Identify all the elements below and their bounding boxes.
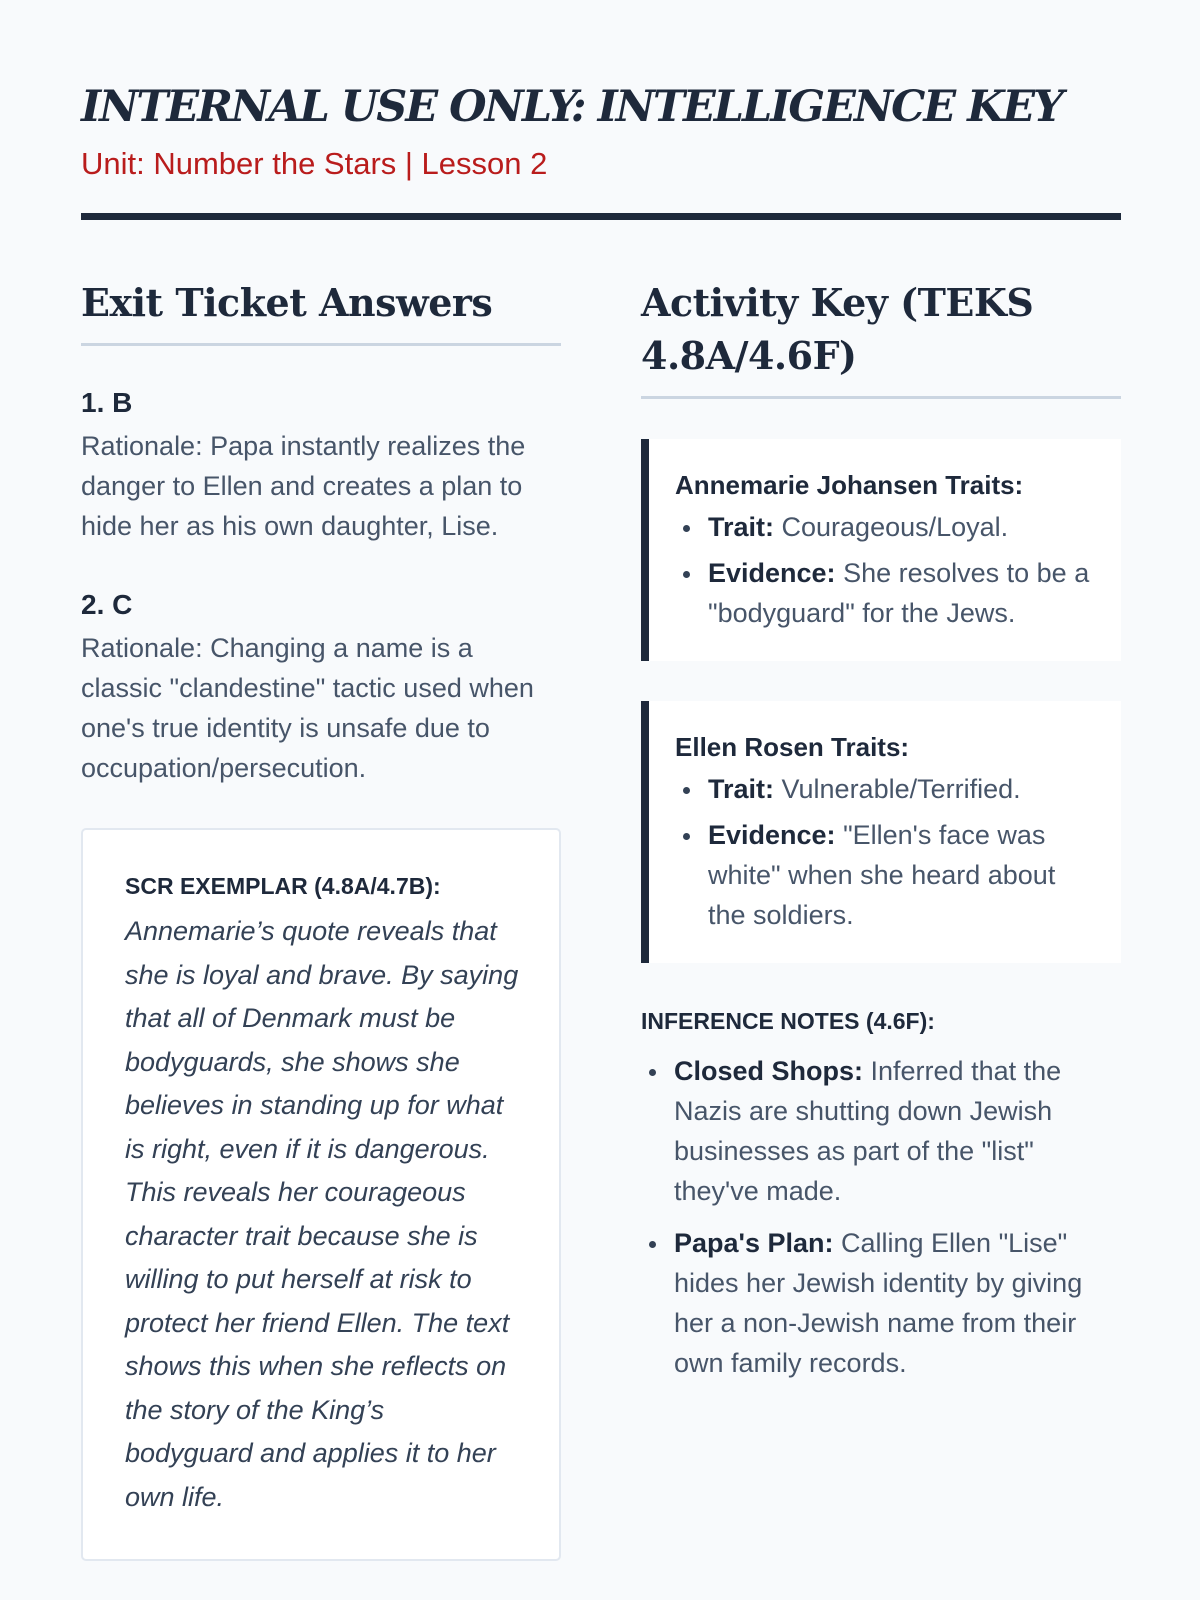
trait-item xyxy=(675,553,1091,633)
activity-key-heading: Activity Key (TEKS 4.8A/4.6F) xyxy=(641,276,1121,399)
trait-item-text: "Ellen's face was white" when she heard about the soldiers. xyxy=(708,820,1056,930)
inference-notes-title: INFERENCE NOTES (4.6F): xyxy=(641,1008,935,1034)
trait-card-title: Ellen Rosen Traits: xyxy=(675,732,910,762)
trait-item-text: Courageous/Loyal. xyxy=(774,512,1009,542)
inference-note-text: Calling Ellen "Lise" hides her Jewish identity by giving her a non-Jewish name from their own family records. xyxy=(674,1228,1083,1378)
scr-exemplar-title: SCR EXEMPLAR (4.8A/4.7B): xyxy=(125,873,441,899)
trait-item xyxy=(675,815,1091,935)
trait-item-text: Vulnerable/Terrified. xyxy=(774,774,1021,804)
trait-list xyxy=(675,769,1091,935)
trait-card-title: Annemarie Johansen Traits: xyxy=(675,470,1024,500)
header-divider xyxy=(81,213,1121,220)
trait-list xyxy=(675,507,1091,633)
inference-note-item xyxy=(641,1051,1121,1211)
inference-note-text: Inferred that the Nazis are shutting down Jewish businesses as part of the "list" they've made. xyxy=(674,1056,1062,1206)
activity-key-section xyxy=(641,276,1121,1395)
trait-item-label: Evidence: xyxy=(708,558,836,588)
question-answer-label: 2. C xyxy=(81,589,133,620)
inference-note-label: Papa's Plan: xyxy=(674,1228,834,1258)
trait-item xyxy=(675,507,1091,547)
trait-card-annemarie xyxy=(641,439,1121,661)
inference-note-label: Closed Shops: xyxy=(674,1056,864,1086)
scr-exemplar-box xyxy=(81,828,561,1561)
question-answer-label: 1. B xyxy=(81,387,133,418)
page-subtitle: Unit: Number the Stars | Lesson 2 xyxy=(81,146,548,181)
inference-notes-list xyxy=(641,1051,1121,1383)
trait-card-ellen xyxy=(641,701,1121,963)
trait-item-text: She resolves to be a "bodyguard" for the Jews. xyxy=(708,558,1090,628)
trait-item xyxy=(675,769,1091,809)
question-rationale: Rationale: Changing a name is a classic "clandestine" tactic used when one's true identity is unsafe due to occupation/persecution. xyxy=(81,633,534,783)
exit-ticket-heading: Exit Ticket Answers xyxy=(81,276,561,346)
scr-exemplar-text: Annemarie’s quote reveals that she is loyal and brave. By saying that all of Denmark must be bodyguards, she shows she believes in standing up for what is right, even if it is dangerous. This reveals her courageous character trait because she is willing to put herself at risk to protect her friend Ellen. The text shows this when she reflects on the story of the King’s bodyguard and applies it to her own life. xyxy=(125,916,519,1512)
inference-note-item xyxy=(641,1223,1121,1383)
page-title: INTERNAL USE ONLY: INTELLIGENCE KEY xyxy=(81,82,1062,132)
question-2 xyxy=(81,588,561,788)
trait-item-label: Evidence: xyxy=(708,820,836,850)
trait-item-label: Trait: xyxy=(708,774,775,804)
question-rationale: Rationale: Papa instantly realizes the danger to Ellen and creates a plan to hide her as his own daughter, Lise. xyxy=(81,431,526,541)
exit-ticket-section xyxy=(81,276,561,1561)
trait-item-label: Trait: xyxy=(708,512,775,542)
question-1 xyxy=(81,386,561,546)
